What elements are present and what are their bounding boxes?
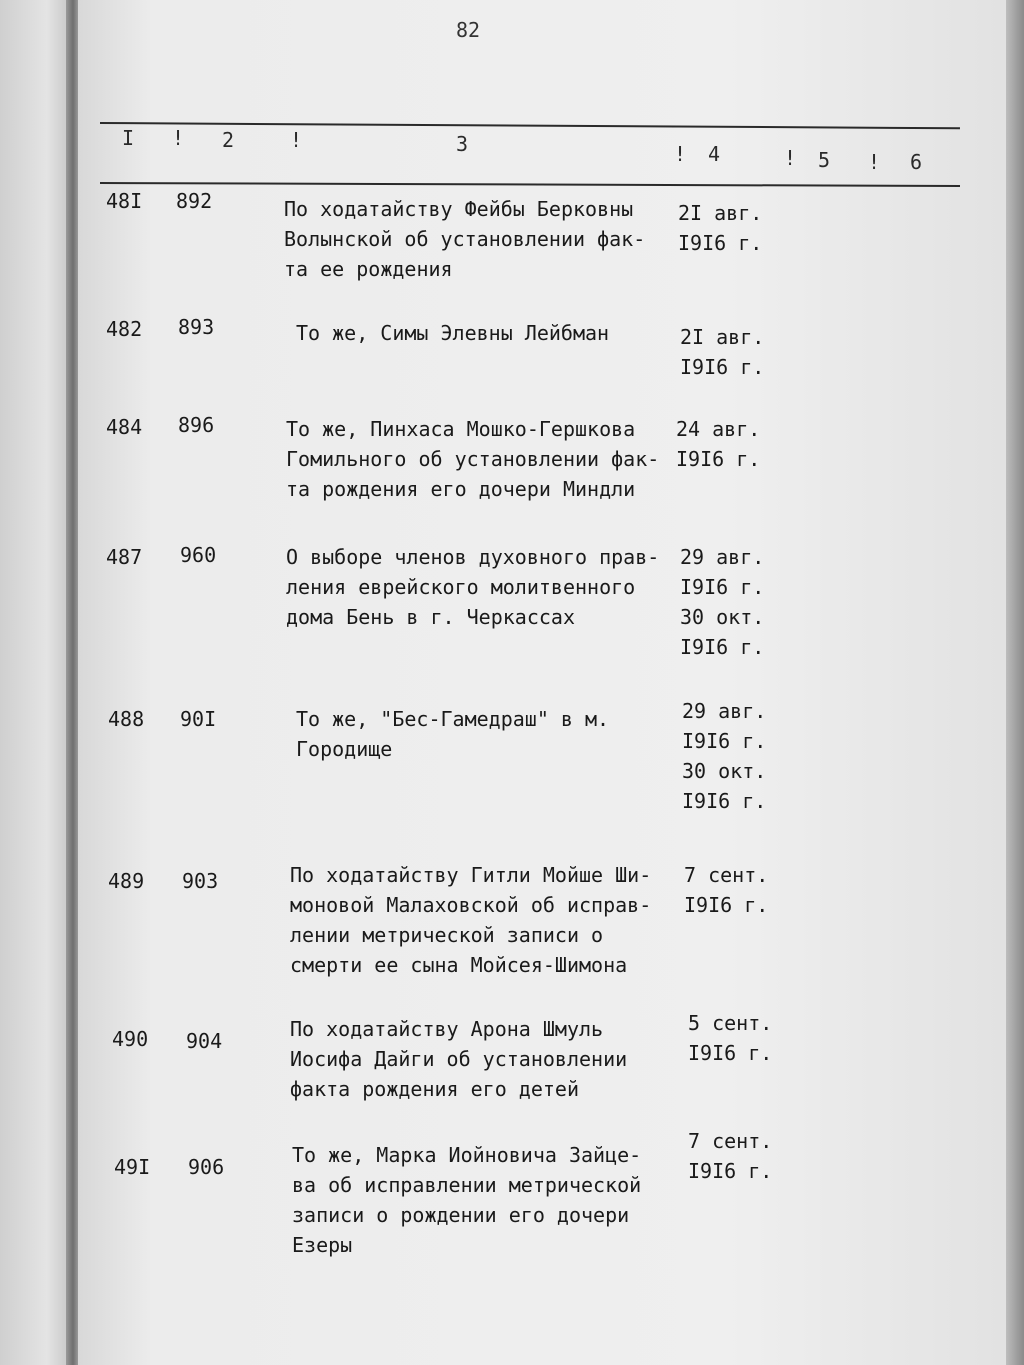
column-header-1: I [122,126,135,150]
file-number: 892 [176,189,213,213]
row-number: 484 [106,415,143,439]
case-date: 24 авг. I9I6 г. [676,417,761,471]
case-description: То же, "Бес-Гамедраш" в м. Городище [296,707,610,761]
row-number: 489 [108,869,145,893]
case-description: То же, Симы Элевны Лейбман [296,321,610,345]
case-date: 2I авг. I9I6 г. [678,201,763,255]
case-date: 29 авг. I9I6 г. 30 окт. I9I6 г. [680,545,765,659]
case-description: По ходатайству Фейбы Берковны Волынской об установлении фак- та ее рождения [284,197,646,281]
case-description: По ходатайству Арона Шмуль Иосифа Дайги об установлении факта рождения его детей [290,1017,628,1101]
case-description: По ходатайству Гитли Мойше Ши- моновой Малаховской об исправ- лении метрической записи о смерти ее сына Мойсея-Шимона [290,863,652,977]
column-header-4: 4 [708,142,721,166]
column-header-3: 3 [456,132,469,156]
column-separator: ! [290,128,303,152]
row-number: 482 [106,317,143,341]
row-number: 49I [114,1155,151,1179]
row-number: 490 [112,1027,149,1051]
file-number: 904 [186,1029,223,1053]
column-separator: ! [868,150,881,174]
case-date: 29 авг. I9I6 г. 30 окт. I9I6 г. [682,699,767,813]
file-number: 960 [180,543,217,567]
case-description: То же, Марка Иойновича Зайце- ва об исправлении метрической записи о рождении его дочери Езеры [292,1143,642,1257]
column-separator: ! [674,142,687,166]
row-number: 48I [106,189,143,213]
case-date: 7 сент. I9I6 г. [684,863,769,917]
page-number: 82 [456,18,481,42]
right-page-edge [1006,0,1024,1365]
file-number: 90I [180,707,217,731]
column-header-2: 2 [222,128,235,152]
case-description: То же, Пинхаса Мошко-Гершкова Гомильного об установлении фак- та рождения его дочери Миндли [286,417,660,501]
case-date: 5 сент. I9I6 г. [688,1011,773,1065]
row-number: 487 [106,545,143,569]
file-number: 896 [178,413,215,437]
file-number: 903 [182,869,219,893]
case-date: 7 сент. I9I6 г. [688,1129,773,1183]
column-separator: ! [172,126,185,150]
row-number: 488 [108,707,145,731]
file-number: 893 [178,315,215,339]
case-date: 2I авг. I9I6 г. [680,325,765,379]
case-description: О выборе членов духовного прав- ления еврейского молитвенного дома Бень в г. Черкассах [286,545,660,629]
file-number: 906 [188,1155,225,1179]
column-separator: ! [784,146,797,170]
column-header-6: 6 [910,150,923,174]
column-header-5: 5 [818,148,831,172]
